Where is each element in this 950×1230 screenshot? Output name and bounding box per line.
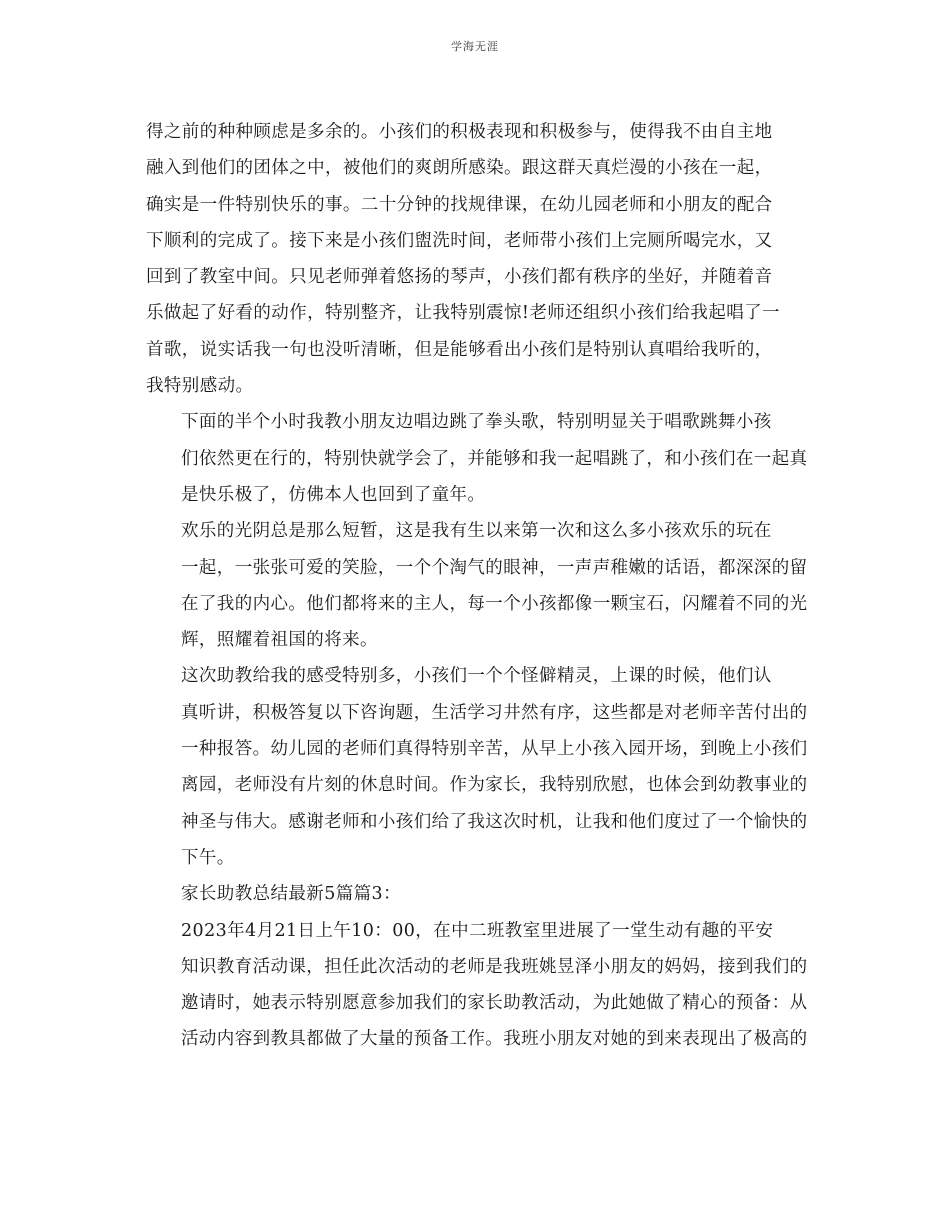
text-line: 家长助教总结最新5篇篇3： <box>181 884 401 905</box>
paragraph <box>146 658 810 876</box>
text-line: 得之前的种种顾虑是多余的。小孩们的积极表现和积极参与，使得我不由自主地 <box>146 122 773 142</box>
paragraph <box>146 114 810 404</box>
text-line: 确实是一件特别快乐的事。二十分钟的找规律课，在幼儿园老师和小朋友的配合 <box>146 194 773 215</box>
paragraph <box>146 876 810 912</box>
text-line: 融入到他们的团体之中，被他们的爽朗所感染。跟这群天真烂漫的小孩在一起， <box>146 158 773 179</box>
document-body <box>146 114 810 1058</box>
text-line: 活动内容到教具都做了大量的预备工作。我班小朋友对她的到来表现出了极高的 <box>181 1029 808 1050</box>
text-line: 在了我的内心。他们都将来的主人，每一个小孩都像一颗宝石，闪耀着不同的光 <box>181 593 808 614</box>
text-line: 真听讲，积极答复以下咨询题，生活学习井然有序，这些都是对老师辛苦付出的 <box>181 702 808 723</box>
paragraph <box>146 513 810 658</box>
text-line: 回到了教室中间。只见老师弹着悠扬的琴声，小孩们都有秩序的坐好，并随着音 <box>146 267 773 288</box>
text-line: 邀请时，她表示特别愿意参加我们的家长助教活动，为此她做了精心的预备：从 <box>181 993 808 1014</box>
text-line: 辉，照耀着祖国的将来。 <box>181 630 378 651</box>
text-line: 下午。 <box>181 847 235 868</box>
paragraph <box>146 404 810 513</box>
text-line: 欢乐的光阴总是那么短暂，这是我有生以来第一次和这么多小孩欢乐的玩在 <box>181 521 772 542</box>
text-line: 下顺利的完成了。接下来是小孩们盥洗时间，老师带小孩们上完厕所喝完水，又 <box>146 230 773 251</box>
text-line: 们依然更在行的，特别快就学会了，并能够和我一起唱跳了，和小孩们在一起真 <box>181 448 808 469</box>
text-line: 首歌，说实话我一句也没听清晰，但是能够看出小孩们是特别认真唱给我听的， <box>146 339 773 360</box>
text-line: 这次助教给我的感受特别多，小孩们一个个怪僻精灵，上课的时候，他们认 <box>181 666 772 687</box>
text-line: 一种报答。幼儿园的老师们真得特别辛苦，从早上小孩入园开场，到晚上小孩们 <box>181 739 808 760</box>
text-line: 我特别感动。 <box>146 376 254 397</box>
text-line: 神圣与伟大。感谢老师和小孩们给了我这次时机，让我和他们度过了一个愉快的 <box>181 811 808 832</box>
text-line: 一起，一张张可爱的笑脸，一个个淘气的眼神，一声声稚嫩的话语，都深深的留 <box>181 557 808 578</box>
text-line: 离园，老师没有片刻的休息时间。作为家长，我特别欣慰，也体会到幼教事业的 <box>181 775 808 796</box>
text-line: 2023年4月21日上午10：00，在中二班教室里进展了一堂生动有趣的平安 <box>181 920 774 941</box>
page-header: 学海无涯 <box>451 40 499 53</box>
text-line: 知识教育活动课，担任此次活动的老师是我班姚昱泽小朋友的妈妈，接到我们的 <box>181 956 808 977</box>
text-line: 是快乐极了，仿佛本人也回到了童年。 <box>181 484 486 505</box>
text-line: 下面的半个小时我教小朋友边唱边跳了拳头歌，特别明显关于唱歌跳舞小孩 <box>181 412 772 433</box>
text-line: 乐做起了好看的动作，特别整齐，让我特别震惊!老师还组织小孩们给我起唱了一 <box>146 303 780 324</box>
paragraph <box>146 913 810 1058</box>
